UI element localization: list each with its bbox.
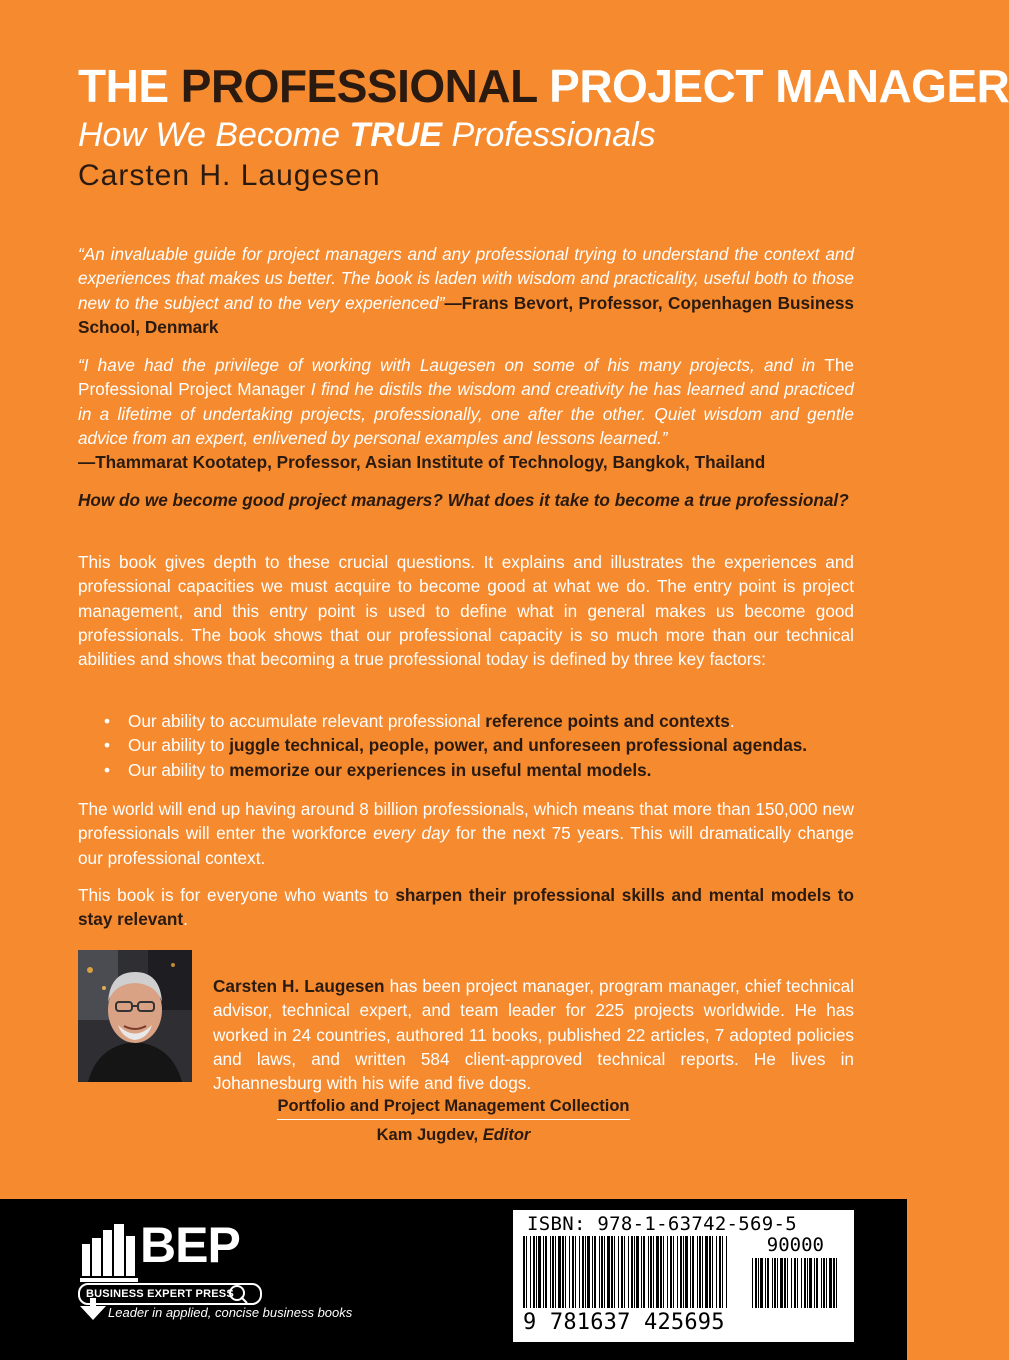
- barcode-bar: [699, 1236, 701, 1308]
- addon-barcode-bar: [814, 1258, 815, 1308]
- barcode-bar: [631, 1236, 633, 1308]
- barcode-bar: [538, 1236, 541, 1308]
- addon-barcode-bar: [767, 1258, 769, 1308]
- series-name: Portfolio and Project Management Collection: [277, 1097, 629, 1120]
- addon-barcode-bar: [829, 1258, 832, 1308]
- barcode-bar: [611, 1236, 613, 1308]
- barcode-bar: [716, 1236, 717, 1308]
- addon-barcode-bar: [758, 1258, 759, 1308]
- barcode-bar: [690, 1236, 691, 1308]
- barcode-bar: [667, 1236, 668, 1308]
- barcode-bar: [575, 1236, 576, 1308]
- key-factors-list: [78, 709, 807, 782]
- barcode-bar: [530, 1236, 531, 1308]
- addon-barcode-bar: [804, 1258, 806, 1308]
- addon-barcode-bar: [774, 1258, 776, 1308]
- barcode-bar: [624, 1236, 625, 1308]
- barcode-bar: [552, 1236, 554, 1308]
- bio-author-name: Carsten H. Laugesen: [213, 976, 385, 997]
- endorsement-quote-1: “An invaluable guide for project managers and any professional trying to understand the context and experiences that makes us better. The book is laden with wisdom and practicality, useful both to those new to the subject and to the very experienced”—Frans Bevort, Professor, Copenhagen Business School, Denmark: [78, 244, 854, 337]
- barcode-bar: [550, 1236, 551, 1308]
- barcode-bar: [618, 1236, 619, 1308]
- publisher-name: BUSINESS EXPERT PRESS: [78, 1283, 262, 1305]
- author-portrait-image: [78, 950, 192, 1082]
- barcode-bar: [587, 1236, 590, 1308]
- book-subtitle: How We Become TRUE Professionals: [78, 116, 656, 154]
- addon-barcode-bar: [794, 1258, 796, 1308]
- isbn-number: ISBN: 978-1-63742-569-5: [527, 1213, 797, 1235]
- price-code: 90000: [766, 1234, 824, 1256]
- endorsement-quote-2: “I have had the privilege of working with Laugesen on some of his many projects, and in The Professional Project Manager I find he distils the wisdom and creativity he has learned and practiced in a lifetime of undertaking projects, professionally, one after the other. Quiet wisdom and gentle advice from an expert, enlivened by personal examples and lessons learned.” —Thammarat Kootatep, Professor, Asian Institute of Technology, Bangkok, Thailand: [78, 355, 854, 473]
- addon-barcode-bar: [765, 1258, 766, 1308]
- addon-barcode-bar: [780, 1258, 783, 1308]
- addon-barcode-bar: [752, 1258, 753, 1308]
- list-item: • Our ability to juggle technical, people, power, and unforeseen professional agendas.: [128, 733, 807, 757]
- addon-barcode-bar: [826, 1258, 827, 1308]
- barcode-bar: [683, 1236, 684, 1308]
- addon-barcode-bar: [816, 1258, 818, 1308]
- barcode-bar: [604, 1236, 605, 1308]
- barcode-bar: [709, 1236, 711, 1308]
- barcode-bar: [653, 1236, 654, 1308]
- barcode-bar: [648, 1236, 649, 1308]
- quote-1-attribution: —Frans Bevort, Professor, Copenhagen Business School, Denmark: [78, 292, 854, 337]
- barcode-digits: 9 781637 425695: [523, 1310, 725, 1335]
- isbn-barcode: [513, 1210, 854, 1342]
- barcode-bar: [545, 1236, 547, 1308]
- barcode-bar: [555, 1236, 556, 1308]
- addon-barcode-bar: [760, 1258, 763, 1308]
- barcode-bar: [585, 1236, 586, 1308]
- barcode-bar: [697, 1236, 698, 1308]
- subtitle-emphasis: TRUE: [349, 116, 443, 154]
- addon-barcode-bar: [836, 1258, 837, 1308]
- list-item: • Our ability to memorize our experiences in useful mental models.: [128, 758, 807, 782]
- addon-barcode-bar: [821, 1258, 822, 1308]
- barcode-bar: [670, 1236, 672, 1308]
- barcode-bar: [663, 1236, 664, 1308]
- barcode-bar: [705, 1236, 708, 1308]
- barcode-bar: [628, 1236, 629, 1308]
- publisher-tagline: Leader in applied, concise business books: [108, 1305, 353, 1320]
- barcode-bar: [594, 1236, 596, 1308]
- key-questions: How do we become good project managers? What does it take to become a true professional?: [78, 490, 849, 510]
- barcode-bar: [565, 1236, 566, 1308]
- barcode-bar: [634, 1236, 635, 1308]
- title-part-2: PROFESSIONAL: [180, 60, 537, 112]
- quoted-book-title: The Professional Project Manager: [78, 355, 854, 400]
- barcode-bar: [650, 1236, 652, 1308]
- addon-barcode-bar: [777, 1258, 778, 1308]
- barcode-bar: [601, 1236, 603, 1308]
- addon-barcode-bar: [787, 1258, 788, 1308]
- addon-barcode-bar: [807, 1258, 808, 1308]
- barcode-bar: [712, 1236, 713, 1308]
- addon-barcode-bar: [784, 1258, 786, 1308]
- publisher-logo-text: BEP: [140, 1217, 240, 1273]
- barcode-bar: [599, 1236, 600, 1308]
- addon-barcode-bar: [772, 1258, 773, 1308]
- addon-barcode-bar: [823, 1258, 825, 1308]
- barcode-bar: [607, 1236, 610, 1308]
- barcode-bar: [685, 1236, 688, 1308]
- addon-barcode-bar: [833, 1258, 835, 1308]
- series-info: [0, 1097, 907, 1145]
- barcode-bar: [582, 1236, 584, 1308]
- barcode-bar: [572, 1236, 574, 1308]
- barcode-bar: [643, 1236, 645, 1308]
- barcode-bar: [722, 1236, 723, 1308]
- barcode-bar: [569, 1236, 570, 1308]
- barcode-bar: [558, 1236, 561, 1308]
- series-editor: Kam Jugdev, Editor: [376, 1126, 531, 1144]
- title-part-1: THE: [78, 60, 181, 112]
- barcode-bar: [660, 1236, 662, 1308]
- addon-barcode-bar: [809, 1258, 812, 1308]
- author-photo: [78, 950, 192, 1082]
- quote-2-attribution: —Thammarat Kootatep, Professor, Asian Institute of Technology, Bangkok, Thailand: [78, 452, 766, 473]
- addon-barcode-bar: [797, 1258, 798, 1308]
- list-item: • Our ability to accumulate relevant professional reference points and contexts.: [128, 709, 807, 733]
- barcode-bar: [526, 1236, 527, 1308]
- barcode-bar: [592, 1236, 593, 1308]
- barcode-bar: [673, 1236, 674, 1308]
- cover-content: [78, 60, 1009, 930]
- book-description: This book gives depth to these crucial questions. It explains and illustrates the experiences and professional capacities we must acquire to become good at what we do. The entry point is project management, and this entry point is used to define what in general makes us become good professionals. The book shows that our professional capacity is so much more than our technical abilities and shows that becoming a true professional today is defined by three key factors:: [78, 552, 854, 670]
- barcode-bar: [636, 1236, 639, 1308]
- barcode-bar: [543, 1236, 544, 1308]
- barcode-bar: [562, 1236, 564, 1308]
- barcode-bar: [692, 1236, 694, 1308]
- author-bio: Carsten H. Laugesen has been project manager, program manager, chief technical advisor, technical expert, and team leader for 225 projects worldwide. He has worked in 24 countries, authored 11 books, published 22 articles, 7 adopted policies and laws, and written 584 client-approved technical reports. He lives in Johannesburg with his wife and five dogs.: [213, 976, 855, 1094]
- barcode-bar: [536, 1236, 537, 1308]
- barcode-bar: [614, 1236, 615, 1308]
- barcode-bar: [641, 1236, 642, 1308]
- barcode-bar: [702, 1236, 703, 1308]
- addon-barcode-bar: [755, 1258, 757, 1308]
- barcode-bar: [523, 1236, 525, 1308]
- barcode-bar: [726, 1236, 727, 1308]
- barcode-bar: [533, 1236, 535, 1308]
- title-part-3: PROJECT MANAGER: [536, 60, 1009, 112]
- barcode-bar: [656, 1236, 659, 1308]
- barcode-bar: [680, 1236, 682, 1308]
- book-author: Carsten H. Laugesen: [78, 159, 381, 192]
- barcode-bar: [579, 1236, 580, 1308]
- addon-barcode-bar: [801, 1258, 802, 1308]
- barcode-bar: [677, 1236, 678, 1308]
- addon-barcode-bar: [791, 1258, 792, 1308]
- barcode-bar: [621, 1236, 623, 1308]
- audience-paragraph: This book is for everyone who wants to sharpen their professional skills and mental models to stay relevant.: [78, 885, 854, 930]
- book-title: [78, 60, 1009, 112]
- barcode-bar: [719, 1236, 721, 1308]
- world-paragraph: The world will end up having around 8 billion professionals, which means that more than 150,000 new professionals will enter the workforce every day for the next 75 years. This will dramatically change our professional context.: [78, 799, 854, 868]
